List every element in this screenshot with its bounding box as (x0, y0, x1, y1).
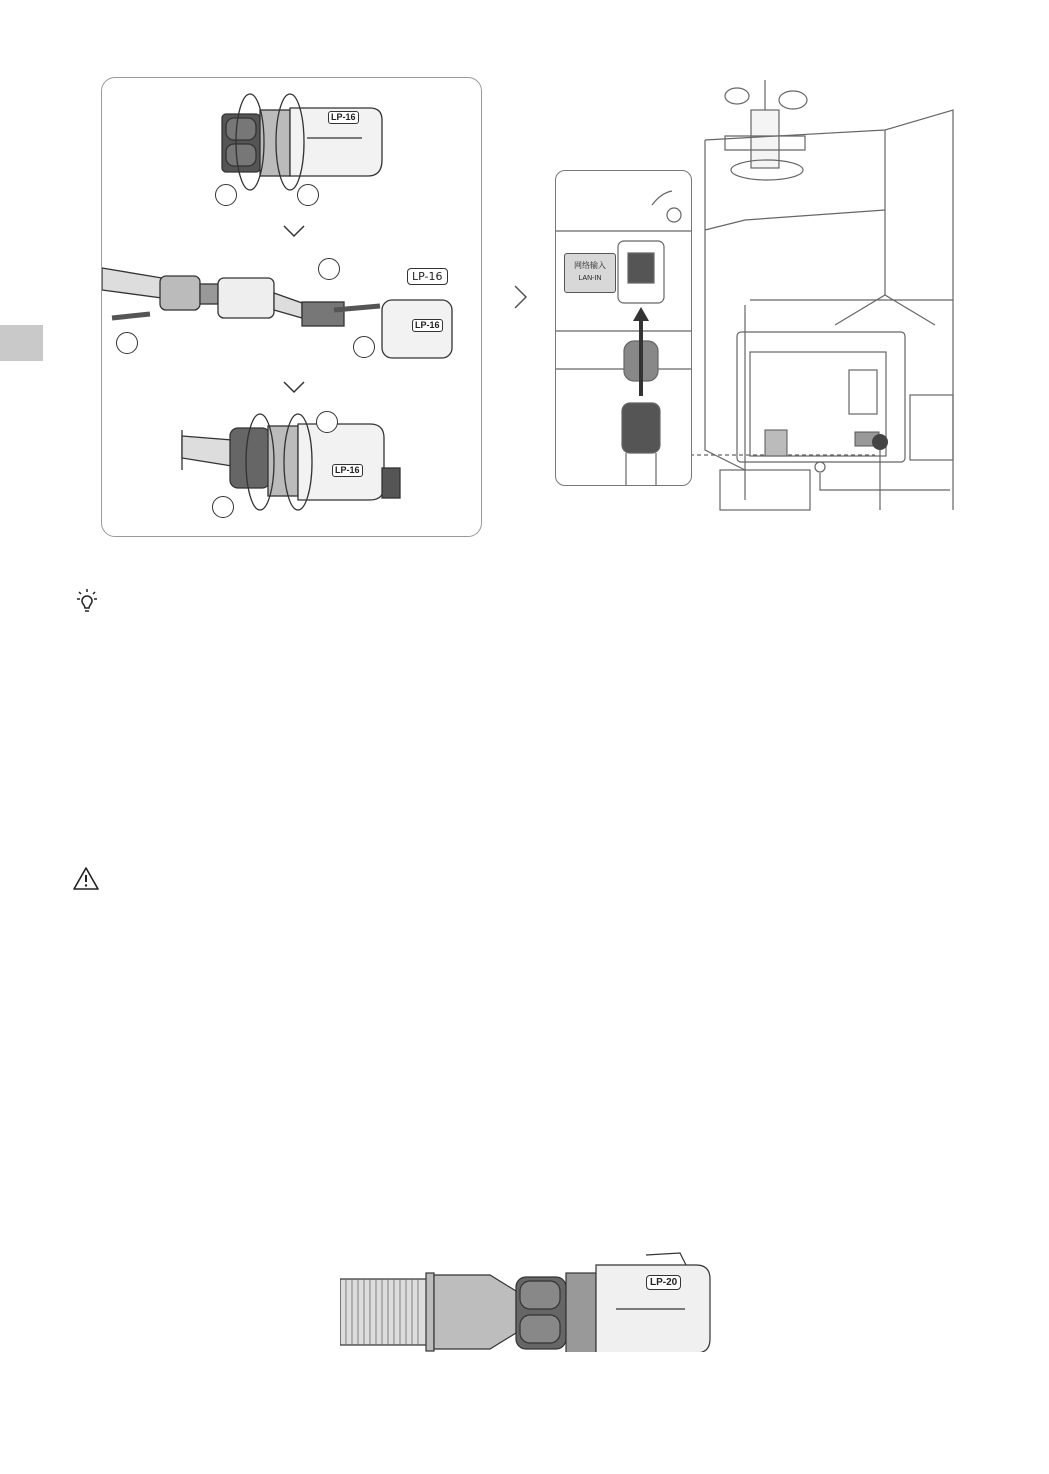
step-number-2 (297, 184, 319, 206)
lan-in-label (564, 253, 616, 293)
step-number-6 (316, 411, 338, 433)
lp20-connector-figure (340, 1247, 712, 1352)
port-inset (555, 170, 692, 486)
step-number-4 (116, 332, 138, 354)
step-number-5 (353, 336, 375, 358)
lan-in-label-cn: 网络输入 (574, 261, 606, 270)
connector-label: LP-16 (332, 464, 363, 477)
assembly-illustration (102, 78, 483, 538)
step1-connector (222, 94, 382, 190)
assembly-steps-panel (101, 77, 482, 537)
step-number-1 (215, 184, 237, 206)
warning-icon (72, 866, 100, 897)
lan-in-label-en: LAN-IN (578, 275, 602, 282)
connector-tag: LP-16 (407, 268, 448, 285)
lightbulb-icon (73, 587, 101, 620)
section-tab (0, 325, 43, 361)
step3-connector (182, 414, 400, 510)
step-number-3 (318, 258, 340, 280)
chevron-right-icon (513, 284, 529, 315)
dock-illustration (555, 70, 955, 515)
port-inset-drawing (556, 171, 691, 485)
lp20-connector-drawing (340, 1247, 712, 1352)
step-number-7 (212, 496, 234, 518)
step2-cable (102, 268, 452, 358)
connector-label: LP-16 (328, 111, 359, 124)
connector-label: LP-20 (646, 1275, 681, 1290)
connector-label: LP-16 (412, 319, 443, 332)
